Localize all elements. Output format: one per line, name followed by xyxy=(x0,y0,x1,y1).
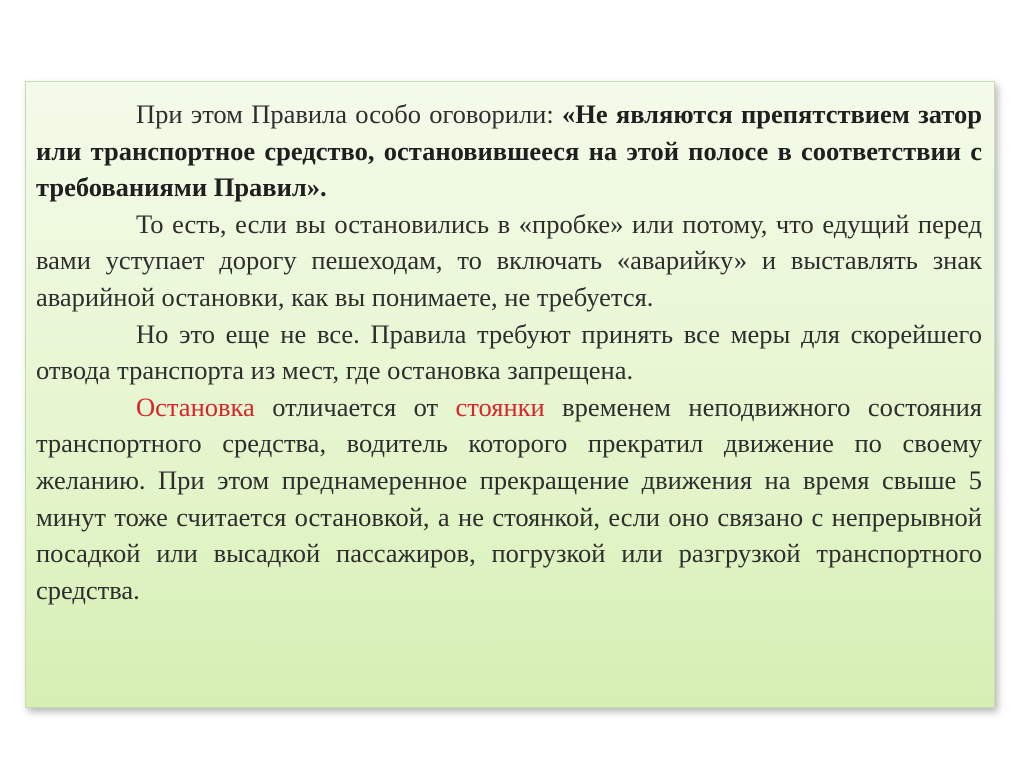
paragraph-more-measures: Но это еще не все. Правила требуют принять все меры для скорейшего отвода транспорта из мест, где остановка запрещена. xyxy=(36,318,982,386)
paragraph-mid-text: отличается от xyxy=(254,391,456,422)
paragraph-rules-note xyxy=(36,96,982,206)
text-box xyxy=(25,81,995,708)
paragraph-stop-vs-parking xyxy=(36,389,982,609)
term-parking: стоянки xyxy=(455,391,545,422)
paragraph-rest-text: временем неподвижного состояния транспортного средства, водитель которого прекратил движение по своему желанию. При этом преднамеренное прекращение движения на время свыше 5 минут тоже считается остановкой, а не стоянкой, если оно связано с непрерывной посадкой или высадкой пассажиров, погрузкой или разгрузкой транспортного средства. xyxy=(36,391,982,605)
term-stop: Остановка xyxy=(136,391,255,422)
paragraph-explanation: То есть, если вы остановились в «пробке» или потому, что едущий перед вами уступает дорогу пешеходам, то включать «аварийку» и выставлять знак аварийной остановки, как вы понимаете, не требуется. xyxy=(36,208,982,312)
rules-quote: «Не являются препятствием затор или транспортное средство, остановившееся на этой полосе в соответствии с требованиями Правил». xyxy=(36,99,982,203)
paragraph-lead: При этом Правила особо оговорили: xyxy=(136,99,562,129)
